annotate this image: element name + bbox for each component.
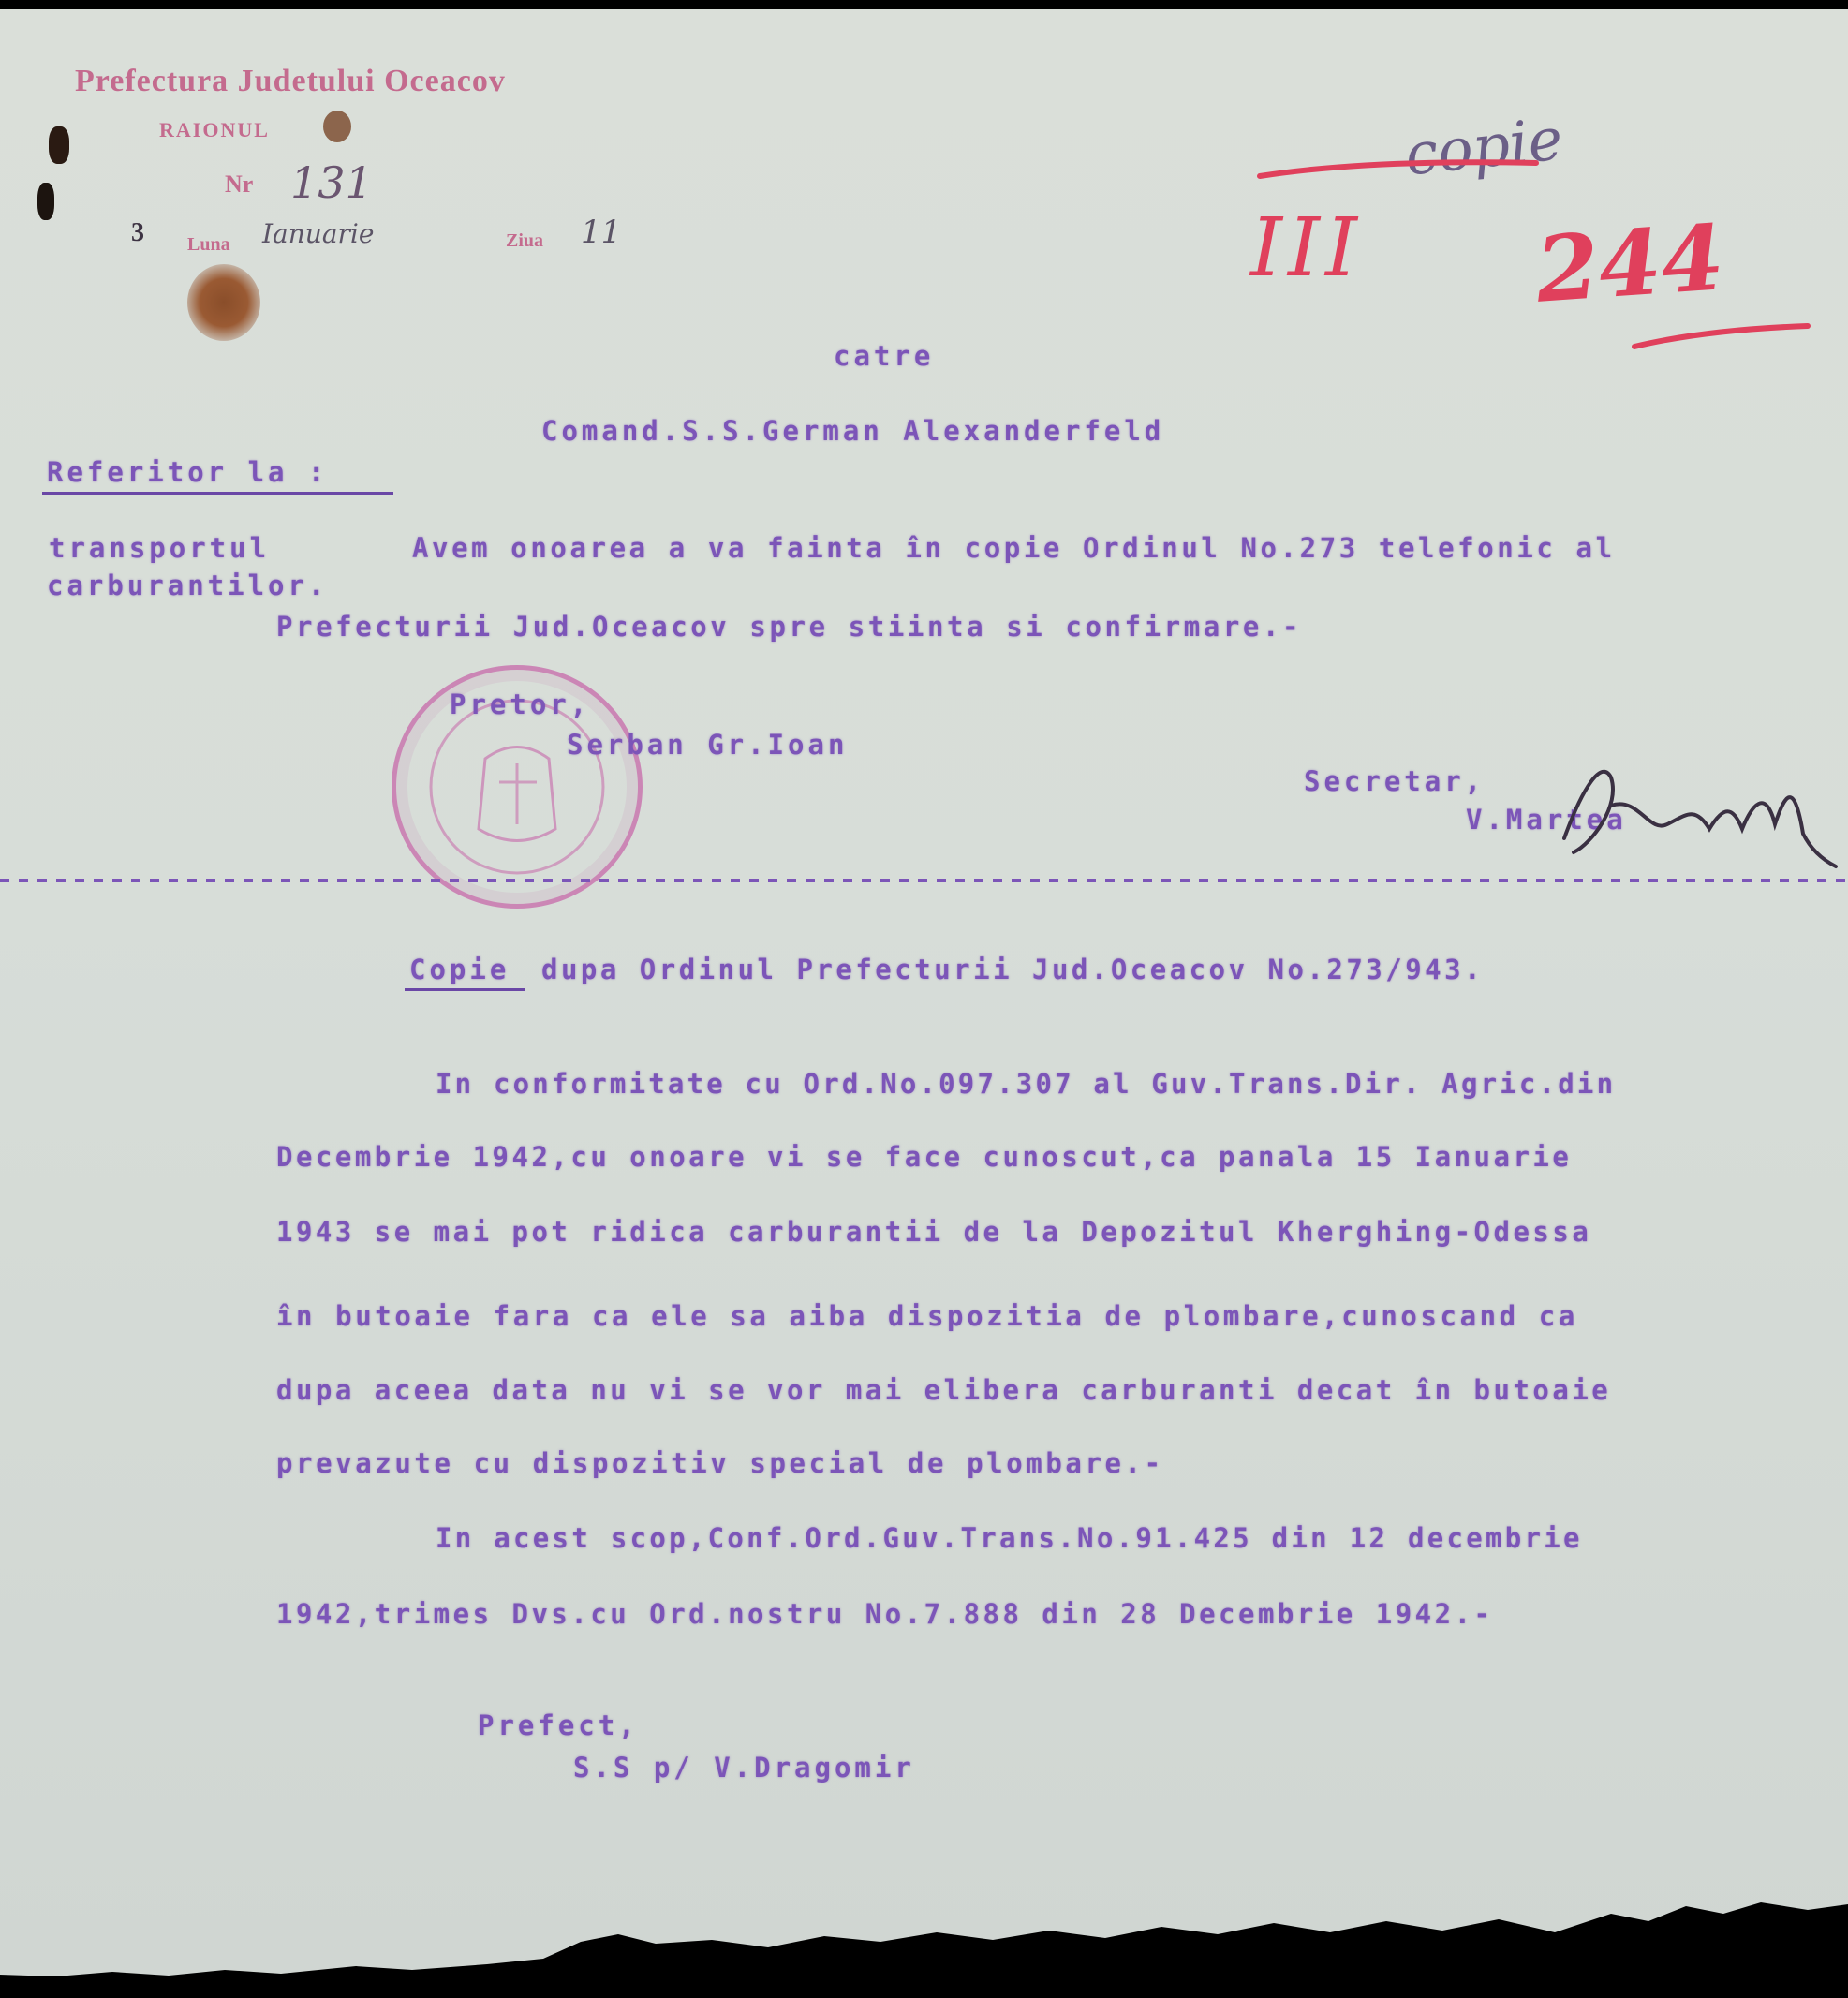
copy-title-underline	[405, 988, 525, 991]
handwritten-copie: copie	[1401, 104, 1566, 189]
pretor-title: Pretor,	[450, 688, 591, 720]
reference-subject-line1: transportul	[49, 532, 271, 564]
recipient-to: catre	[834, 340, 935, 372]
document-page	[0, 9, 1848, 1998]
copy-title-rest: dupa Ordinul Prefecturii Jud.Oceacov No.273/943.	[541, 954, 1485, 985]
paragraph1-line5: dupa aceea data nu vi se vor mai elibera carburanti decat în butoaie	[276, 1374, 1612, 1406]
stamp-month-label: Luna	[187, 234, 230, 255]
stamp-date-prefix: 3	[131, 218, 144, 247]
paragraph1-line3: 1943 se mai pot ridica carburantii de la Depozitul Kherghing-Odessa	[276, 1216, 1592, 1248]
handwritten-signature	[1545, 749, 1845, 871]
secretar-name: V.Martea	[1466, 804, 1627, 836]
body-line2: Prefecturii Jud.Oceacov spre stiinta si confirmare.-	[276, 611, 1303, 643]
prefect-title: Prefect,	[478, 1709, 639, 1741]
paragraph1-line6: prevazute cu dispozitiv special de plombare.-	[276, 1447, 1164, 1479]
reference-label: Referitor la :	[47, 456, 329, 488]
pretor-name: Serban Gr.Ioan	[567, 729, 849, 761]
body-line1: Avem onoarea a va fainta în copie Ordinul No.273 telefonic al	[412, 532, 1616, 564]
secretar-title: Secretar,	[1304, 765, 1486, 797]
reference-underline	[42, 492, 393, 495]
paragraph1-line2: Decembrie 1942,cu onoare vi se face cunoscut,ca panala 15 Ianuarie	[276, 1141, 1573, 1173]
torn-paper-edge	[0, 1886, 1848, 1998]
paragraph1-line1: In conformitate cu Ord.No.097.307 al Guv.Trans.Dir. Agric.din	[436, 1068, 1617, 1100]
stamp-raion-line: RAIONUL	[159, 118, 270, 141]
handwritten-roman-numeral: III	[1250, 201, 1363, 295]
red-pencil-stroke	[1255, 150, 1555, 187]
paragraph2-line1: In acest scop,Conf.Ord.Guv.Trans.No.91.425 din 12 decembrie	[436, 1522, 1583, 1554]
red-pencil-underline	[1630, 318, 1817, 356]
registration-stamp	[47, 64, 622, 260]
stamp-number-value: 131	[290, 157, 373, 208]
stamp-month-value: Ianuarie	[262, 218, 375, 249]
paragraph2-line2: 1942,trimes Dvs.cu Ord.nostru No.7.888 din 28 Decembrie 1942.-	[276, 1598, 1494, 1630]
prefect-name: S.S p/ V.Dragomir	[573, 1752, 915, 1783]
copy-title-label: Copie	[409, 954, 510, 985]
stamp-prefecture-line: Prefectura Judetului Oceacov	[75, 64, 506, 98]
paragraph1-line4: în butoaie fara ca ele sa aiba dispozitia de plombare,cunoscand ca	[276, 1300, 1578, 1332]
stamp-number-prefix: Nr	[225, 170, 254, 198]
dashed-separator	[0, 879, 1848, 882]
stamp-day-value: 11	[581, 214, 622, 251]
reference-subject-line2: carburantilor.	[47, 570, 329, 601]
stamp-day-label: Ziua	[506, 230, 544, 251]
ink-stain	[187, 264, 260, 341]
handwritten-red-number: 244	[1532, 204, 1728, 323]
recipient-name: Comand.S.S.German Alexanderfeld	[541, 415, 1165, 447]
